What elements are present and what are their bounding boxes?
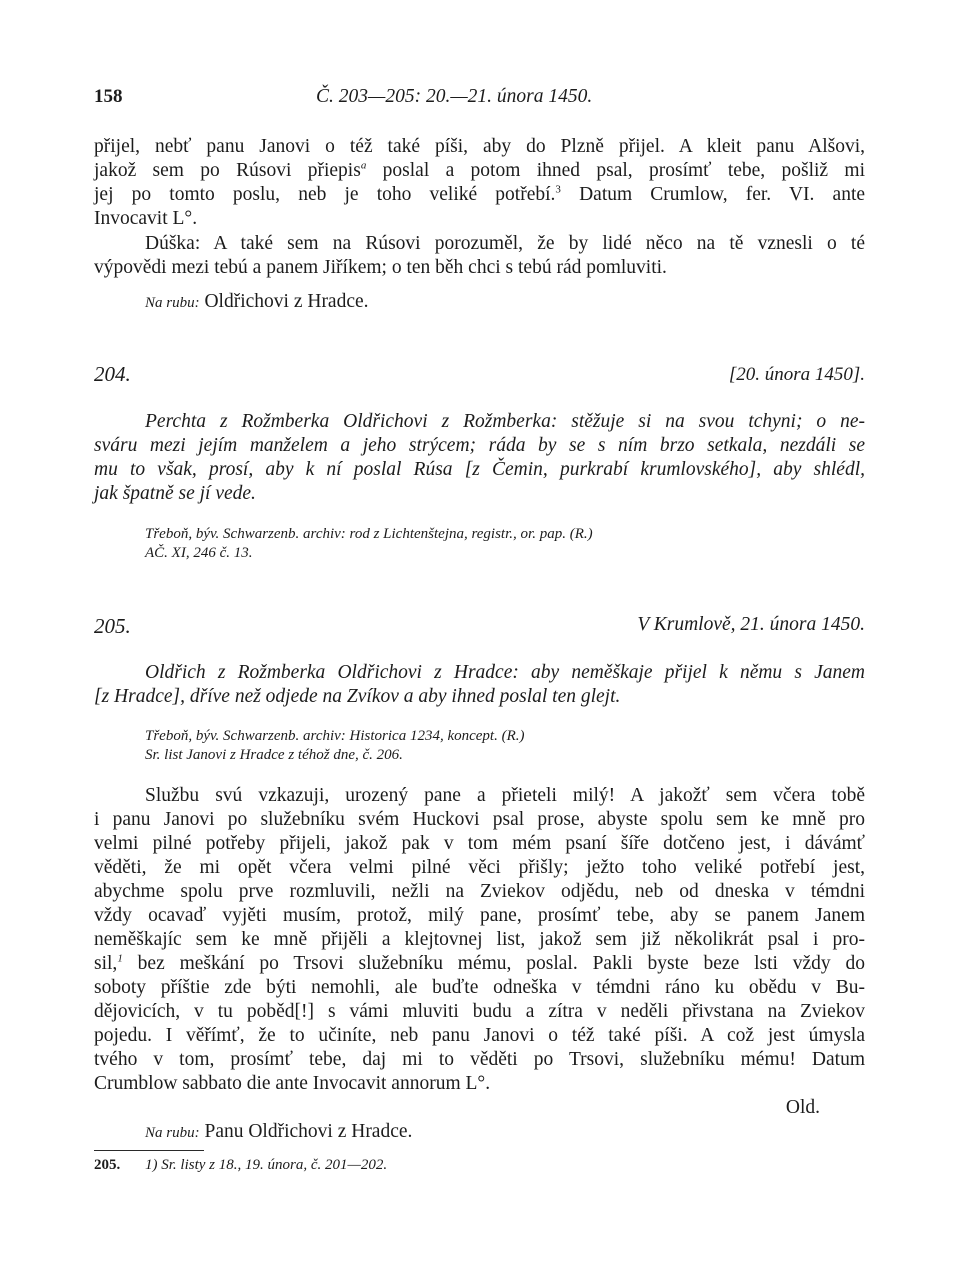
summary-204-line-1: Perchta z Rožmberka Oldřichovi z Rožmberka: stěžuje si na svou tchyni; o ne-: [145, 411, 865, 432]
prev-letter-line-3b: Datum Crumlow, fer. VI. ante: [579, 184, 866, 205]
summary-204-line-3: mu to však, prosí, aby k ní poslal Rúsa [z Čemin, purkrabí krumlovského], aby shlédl,: [94, 459, 865, 480]
entry-place-date-205: V Krumlově, 21. února 1450.: [637, 614, 865, 635]
prev-letter-line-1: přijel, nebť panu Janovi o též také píši, aby do Plzně přijel. A kleit panu Alšovi,: [94, 136, 865, 157]
critical-note-marker: a: [360, 159, 367, 172]
source-204-line-1: Třeboň, býv. Schwarzenb. archiv: rod z Lichtenštejna, registr., or. pap. (R.): [145, 526, 593, 542]
address-label-205: Na rubu:: [145, 1125, 200, 1141]
address-text-205: Panu Oldřichovi z Hradce.: [204, 1121, 413, 1142]
body-205-line-12a: tvého v tom, prosímť tebe, daj mi to věděti po Trsovi, služebníku mému!: [94, 1049, 796, 1070]
body-205-line-6: vždy ocavaď vyjěti musím, protož, milý pane, prosímť tebe, aby se panem Janem: [94, 905, 865, 926]
footnote-marker: 3: [555, 183, 561, 196]
source-204-line-2: AČ. XI, 246 č. 13.: [145, 545, 253, 561]
source-205-line-1: Třeboň, býv. Schwarzenb. archiv: Historica 1234, koncept. (R.): [145, 728, 525, 744]
prev-address: [145, 291, 369, 313]
body-205-line-8: [94, 952, 865, 975]
body-205-line-12b: Datum: [811, 1049, 865, 1070]
body-205-line-8a: sil,: [94, 953, 118, 974]
address-text: Oldřichovi z Hradce.: [204, 291, 369, 312]
summary-204-line-2: sváru mezi jejím manželem a jeho strýcem; ráda by se s ním brzo setkala, nezdáli se: [94, 435, 865, 456]
running-title: Č. 203—205: 20.—21. února 1450.: [316, 86, 593, 107]
footnote-entry-number: 205.: [94, 1157, 121, 1173]
prev-letter-line-3a: jej po tomto poslu, neb je toho veliké potřebí.: [94, 184, 556, 205]
entry-number-204: 204.: [94, 362, 131, 386]
body-205-line-11: pojedu. I věřímť, že to učiníte, neb panu Janovi o též také píši. A což jest úmysla: [94, 1025, 865, 1046]
prev-letter-line-2a: jakož sem po Rúsovi přiepis: [94, 160, 361, 181]
footnote-text: 1) Sr. listy z 18., 19. února, č. 201—202.: [145, 1157, 388, 1173]
footnote-rule: [94, 1150, 204, 1151]
postscript-line-2: výpovědi mezi tebú a panem Jiříkem; o ten běh chci s tebú rád pomluviti.: [94, 257, 667, 278]
body-205-line-7: neměškajíc sem ke mně přijěli a klejtovnej list, jakož sem již několikrát psal i pro-: [94, 929, 865, 950]
prev-letter-line-2b: poslal a potom ihned psal, prosímť tebe, pošliž mi: [382, 160, 866, 181]
prev-letter-line-4: Invocavit L°.: [94, 208, 198, 229]
entry-number-205: 205.: [94, 614, 131, 638]
summary-204-line-4: jak špatně se jí vede.: [94, 483, 256, 504]
body-205-line-12: [94, 1048, 865, 1071]
address-205: [145, 1121, 412, 1143]
footnote-marker-1: 1: [117, 952, 123, 965]
body-205-line-8b: bez meškání po Trsovi služebníku mému, poslal. Pakli byste beze lsti vždy do: [137, 953, 866, 974]
body-205-line-9: soboty příštie zde býti nemohli, ale buďte odneška v témdni ráno ku obědu v Bu-: [94, 977, 865, 998]
body-205-line-10: dějovicích, v tu poběd[!] s vámi mluviti budu a zítra v neděli přivstana na Zviekov: [94, 1001, 865, 1022]
prev-letter-line-2: [94, 159, 865, 182]
body-205-line-2: i panu Janovi po služebníku svém Huckovi psal prose, abyste spolu sem ke mně pro: [94, 809, 865, 830]
summary-205-line-2: [z Hradce], dříve než odjede na Zvíkov a aby ihned poslal ten glejt.: [94, 686, 621, 707]
address-label: Na rubu:: [145, 295, 200, 311]
page-number: 158: [94, 86, 123, 107]
entry-date-204: [20. února 1450].: [728, 364, 865, 385]
prev-letter-line-3: [94, 183, 865, 206]
body-205-line-5: abychme spolu prve rozmluvili, nežli na Zviekov odjědu, neb od dneska v témdni: [94, 881, 865, 902]
body-205-line-1: Službu svú vzkazuji, urozený pane a přieteli milý! A jakožť sem včera tobě: [145, 785, 865, 806]
body-205-line-3: velmi pilné potřeby přijeli, jakož pak v tom mém psaní šíře dotčeno jest, i dávámť: [94, 833, 865, 854]
postscript-line-1: Dúška: A také sem na Rúsovi porozuměl, že by lidé něco na tě vznesli o té: [145, 233, 865, 254]
body-205-line-4: věděti, že mi opět včera velmi pilné věci přišly; ježto toho veliké potřebí jest,: [94, 857, 865, 878]
signature: Old.: [785, 1097, 820, 1118]
source-205-line-2: Sr. list Janovi z Hradce z téhož dne, č. 206.: [145, 747, 403, 763]
summary-205-line-1: Oldřich z Rožmberka Oldřichovi z Hradce: aby neměškaje přijel k němu s Janem: [145, 662, 865, 683]
body-205-line-13: Crumblow sabbato die ante Invocavit annorum L°.: [94, 1073, 491, 1094]
